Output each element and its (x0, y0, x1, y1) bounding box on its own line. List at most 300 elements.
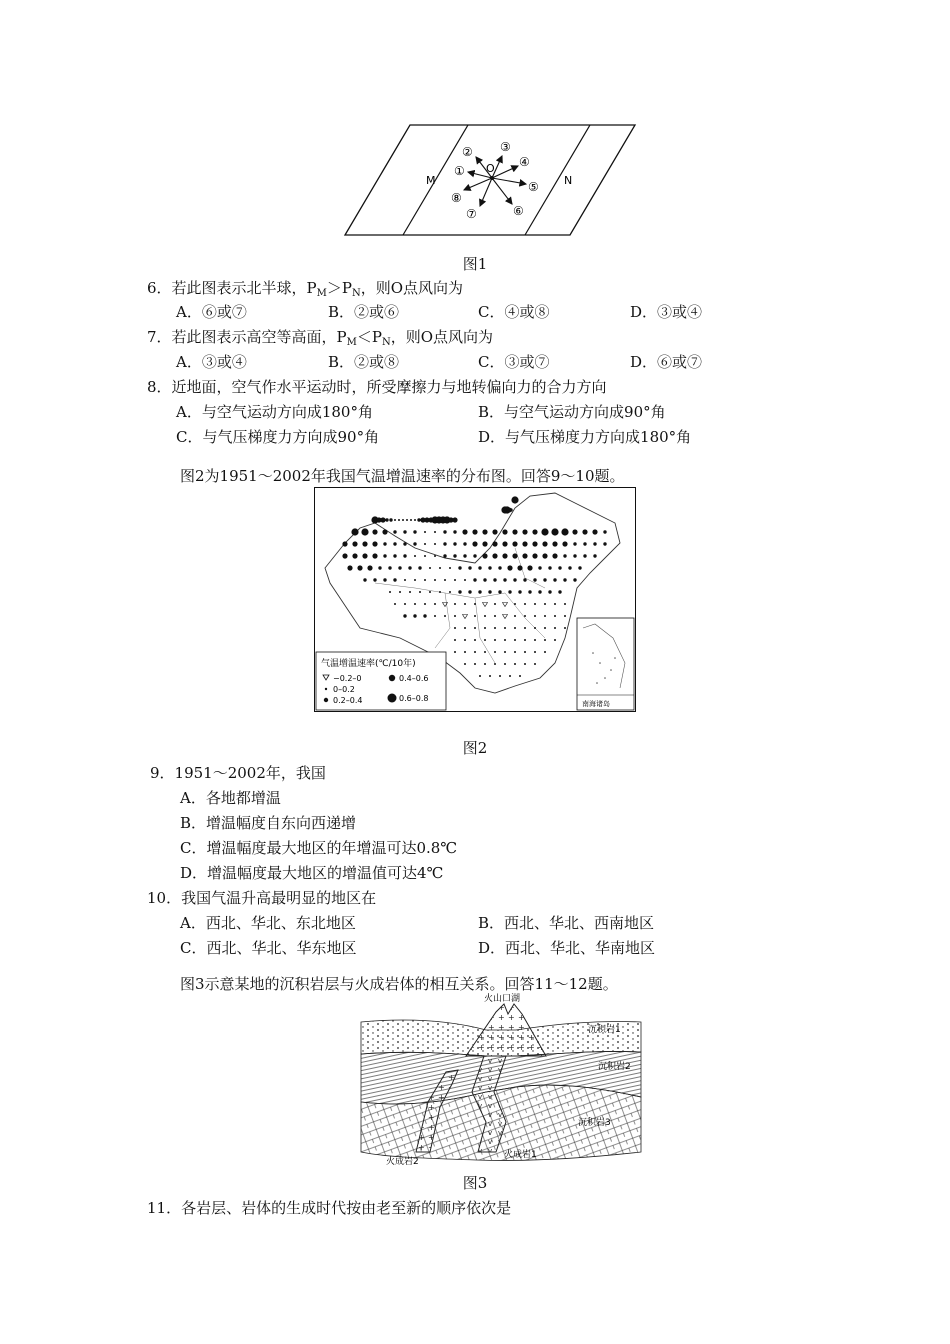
map-station-dot (478, 566, 481, 569)
label-sedimentary-1: 沉积岩1 (588, 1025, 621, 1035)
q10-option-a: A．西北、华北、东北地区 (180, 914, 356, 932)
map-station-dot (512, 553, 517, 558)
map-station-dot (519, 675, 521, 677)
map-station-dot (424, 543, 426, 545)
map-station-dot (514, 603, 516, 605)
label-m: M (426, 174, 436, 187)
q10-option-b: B．西北、华北、西南地区 (478, 914, 655, 932)
map-station-dot (502, 529, 507, 534)
map-station-dot (484, 627, 486, 629)
map-station-dot (398, 566, 401, 569)
map-station-dot (394, 603, 396, 605)
map-station-dot (464, 603, 466, 605)
map-station-dot (409, 591, 411, 593)
map-station-dot (468, 590, 471, 593)
map-station-dot (568, 566, 571, 569)
map-station-dot (534, 603, 536, 605)
map-station-dot (389, 591, 391, 593)
map-station-dot (444, 615, 446, 617)
map-station-dot (558, 566, 561, 569)
map-station-dot (474, 603, 476, 605)
map-station-dot (479, 675, 481, 677)
map-station-dot (514, 651, 516, 653)
map-station-dot (578, 566, 581, 569)
map-station-dot (489, 675, 491, 677)
map-station-dot (518, 590, 521, 593)
map-station-dot (454, 603, 456, 605)
map-station-dot (454, 627, 456, 629)
label-sedimentary-2: 沉积岩2 (598, 1062, 631, 1072)
map-station-dot (410, 519, 412, 521)
map-station-dot (424, 579, 426, 581)
map-station-dot (484, 615, 486, 617)
map-station-dot (419, 591, 421, 593)
map-station-dot (541, 528, 548, 535)
map-station-dot (554, 639, 556, 641)
map-station-dot (399, 591, 401, 593)
q9-option-c: C．增温幅度最大地区的年增温可达0.8℃ (180, 839, 458, 857)
map-station-dot (394, 519, 396, 521)
q9-option-b: B．增温幅度自东向西递增 (180, 814, 357, 832)
legend-dot-small-icon (325, 688, 327, 690)
map-station-dot (532, 529, 537, 534)
map-station-dot (512, 529, 517, 534)
intro-figure3: 图3示意某地的沉积岩层与火成岩体的相互关系。回答11～12题。 (180, 975, 618, 993)
map-station-dot (484, 639, 486, 641)
map-station-dot (502, 553, 507, 558)
map-station-dot (418, 566, 421, 569)
map-station-dot (403, 614, 406, 617)
map-station-dot (532, 541, 537, 546)
map-station-dot (474, 651, 476, 653)
map-station-dot (508, 590, 511, 593)
map-station-dot (385, 518, 388, 521)
map-station-dot (542, 553, 547, 558)
legend-item-2: 0–0.2 (333, 685, 355, 694)
map-station-dot (544, 615, 546, 617)
q8-option-a: A．与空气运动方向成180°角 (176, 403, 373, 421)
map-station-dot (488, 590, 491, 593)
map-station-dot (503, 578, 506, 581)
map-station-dot (523, 578, 526, 581)
map-station-dot (527, 565, 532, 570)
q8-option-d: D．与气压梯度力方向成180°角 (478, 428, 692, 446)
map-station-dot (482, 541, 487, 546)
isobar-line-left (403, 125, 468, 235)
label-sedimentary-3: 沉积岩3 (578, 1118, 611, 1128)
map-station-dot (583, 554, 586, 557)
map-station-dot (514, 663, 516, 665)
map-station-dot (468, 566, 471, 569)
map-station-dot (524, 663, 526, 665)
map-station-dot (499, 675, 501, 677)
map-station-dot (534, 651, 536, 653)
map-station-dot (380, 517, 385, 522)
map-station-dot (434, 555, 436, 557)
map-station-dot (492, 541, 497, 546)
arrow-label-4: ④ (519, 155, 530, 169)
map-station-dot (593, 542, 596, 545)
q10-option-d: D．西北、华北、华南地区 (478, 939, 656, 957)
map-station-dot (434, 531, 436, 533)
map-station-dot (553, 578, 556, 581)
map-station-dot (424, 555, 426, 557)
map-station-dot (404, 579, 406, 581)
q11-stem: 11．各岩层、岩体的生成时代按由老至新的顺序依次是 (147, 1199, 512, 1217)
q7-option-b: B．②或⑧ (328, 353, 400, 371)
q7-option-a: A．③或④ (176, 353, 247, 371)
map-station-dot (363, 578, 366, 581)
map-station-dot (493, 578, 496, 581)
map-station-dot (372, 553, 377, 558)
map-station-dot (434, 603, 436, 605)
map-station-dot (543, 578, 546, 581)
map-station-dot (514, 627, 516, 629)
q9-option-a: A．各地都增温 (180, 789, 281, 807)
arrow-label-7: ⑦ (466, 207, 477, 221)
map-station-dot (458, 566, 461, 569)
map-station-dot (342, 541, 347, 546)
figure1-diagram (340, 120, 640, 240)
map-station-dot (564, 627, 566, 629)
map-station-dot (449, 591, 451, 593)
map-station-decrease (483, 603, 488, 607)
map-station-dot (548, 590, 551, 593)
map-station-dot (492, 529, 497, 534)
q9-stem: 9．1951～2002年，我国 (150, 764, 326, 782)
map-station-dot (572, 529, 577, 534)
q8-option-c: C．与气压梯度力方向成90°角 (176, 428, 380, 446)
map-station-dot (564, 603, 566, 605)
figure3-caption: 图3 (462, 1174, 488, 1192)
map-station-decrease (503, 603, 508, 607)
map-station-dot (538, 590, 541, 593)
map-station-dot (509, 508, 512, 511)
map-station-dot (443, 530, 446, 533)
map-station-dot (464, 627, 466, 629)
map-station-dot (398, 519, 400, 521)
map-station-dot (454, 615, 456, 617)
map-station-dot (522, 553, 527, 558)
map-station-dot (347, 565, 352, 570)
map-station-dot (443, 542, 446, 545)
map-station-dot (464, 663, 466, 665)
map-station-dot (494, 615, 496, 617)
q6-option-a: A．⑥或⑦ (176, 303, 247, 321)
legend-item-4: 0.4–0.6 (399, 674, 429, 683)
map-station-dot (474, 627, 476, 629)
label-crater-lake: 火山口湖 (484, 994, 521, 1004)
map-station-dot (393, 542, 396, 545)
map-station-dot (352, 553, 357, 558)
map-station-dot (534, 627, 536, 629)
map-station-dot (403, 554, 406, 557)
map-station-dot (482, 529, 487, 534)
map-station-dot (342, 553, 347, 558)
map-station-dot (564, 615, 566, 617)
inset-label: 南海诸岛 (582, 700, 610, 708)
map-station-dot (393, 530, 396, 533)
map-station-dot (573, 542, 576, 545)
map-station-dot (434, 579, 436, 581)
map-station-dot (603, 542, 606, 545)
map-station-dot (494, 603, 496, 605)
map-station-dot (483, 578, 486, 581)
map-station-dot (513, 578, 516, 581)
map-station-dot (563, 578, 566, 581)
map-station-dot (592, 529, 597, 534)
map-station-dot (434, 615, 436, 617)
map-station-dot (361, 528, 368, 535)
map-station-decrease (463, 615, 468, 619)
map-station-dot (538, 566, 541, 569)
map-station-dot (554, 615, 556, 617)
map-station-dot (552, 553, 557, 558)
map-station-dot (488, 566, 491, 569)
legend-item-5: 0.6–0.8 (399, 694, 429, 703)
map-station-dot (472, 541, 477, 546)
map-station-dot (561, 528, 568, 535)
legend-item-1: −0.2–0 (333, 674, 362, 683)
map-station-dot (423, 614, 426, 617)
map-station-dot (383, 554, 386, 557)
map-station-dot (524, 603, 526, 605)
figure1-caption: 图1 (462, 255, 488, 273)
map-station-dot (408, 566, 411, 569)
map-station-dot (403, 530, 406, 533)
map-station-dot (453, 554, 456, 557)
map-station-dot (367, 565, 372, 570)
map-station-dot (511, 496, 518, 503)
map-station-dot (474, 615, 476, 617)
map-station-dot (502, 541, 507, 546)
map-station-dot (484, 651, 486, 653)
map-station-dot (389, 518, 392, 521)
q6-stem: 6．若此图表示北半球，$P_M>P_N$，则O点风向为 (147, 279, 464, 299)
map-station-dot (424, 603, 426, 605)
map-station-dot (542, 541, 547, 546)
map-station-dot (532, 553, 537, 558)
map-station-dot (504, 627, 506, 629)
label-n: N (564, 174, 573, 187)
legend-dot-medium-icon (324, 698, 328, 702)
q7-stem: 7．若此图表示高空等高面，$P_M<P_N$，则O点风向为 (147, 328, 494, 348)
q9-option-d: D．增温幅度最大地区的增温值可达4℃ (180, 864, 444, 882)
q6-option-b: B．②或⑥ (328, 303, 400, 321)
map-station-dot (593, 554, 596, 557)
map-station-dot (454, 651, 456, 653)
map-station-dot (454, 579, 456, 581)
map-station-dot (494, 639, 496, 641)
map-station-dot (498, 590, 501, 593)
map-station-dot (454, 639, 456, 641)
map-station-dot (482, 553, 487, 558)
map-station-dot (372, 529, 377, 534)
map-station-decrease (503, 615, 508, 619)
q6-option-c: C．④或⑧ (478, 303, 550, 321)
map-station-dot (414, 555, 416, 557)
map-station-dot (472, 529, 477, 534)
map-station-dot (464, 651, 466, 653)
map-station-dot (413, 542, 416, 545)
legend-dot-large-icon (389, 675, 395, 681)
map-station-dot (414, 579, 416, 581)
q8-option-b: B．与空气运动方向成90°角 (478, 403, 666, 421)
map-station-dot (452, 517, 457, 522)
map-station-dot (504, 651, 506, 653)
map-station-dot (378, 566, 381, 569)
map-station-dot (554, 627, 556, 629)
map-station-dot (478, 590, 481, 593)
figure2-caption: 图2 (462, 739, 488, 757)
map-station-dot (463, 542, 466, 545)
legend-item-3: 0.2–0.4 (333, 696, 363, 705)
map-station-dot (522, 541, 527, 546)
map-station-dot (414, 519, 416, 521)
arrow-label-3: ③ (500, 140, 511, 154)
figure2-map (314, 487, 636, 712)
map-station-dot (473, 554, 476, 557)
map-station-dot (534, 615, 536, 617)
arrow-label-6: ⑥ (513, 204, 524, 218)
label-igneous-1: 火成岩1 (504, 1150, 537, 1160)
map-station-dot (393, 578, 396, 581)
map-station-dot (524, 651, 526, 653)
q10-option-c: C．西北、华北、华东地区 (180, 939, 357, 957)
map-station-dot (603, 530, 606, 533)
map-station-dot (443, 554, 446, 557)
map-station-dot (402, 519, 404, 521)
map-station-dot (434, 543, 436, 545)
q7-option-d: D．⑥或⑦ (630, 353, 703, 371)
map-station-dot (439, 567, 441, 569)
map-station-dot (512, 541, 517, 546)
map-station-dot (414, 603, 416, 605)
map-station-dot (429, 591, 431, 593)
map-station-dot (552, 541, 557, 546)
map-station-dot (464, 579, 466, 581)
q7-option-c: C．③或⑦ (478, 353, 550, 371)
isobar-plane (345, 125, 635, 235)
map-station-dot (573, 578, 576, 581)
arrow-label-5: ⑤ (528, 180, 539, 194)
map-station-dot (382, 529, 387, 534)
map-station-dot (439, 591, 441, 593)
arrow-label-2: ② (462, 145, 473, 159)
map-station-dot (403, 542, 406, 545)
q6-option-d: D．③或④ (630, 303, 703, 321)
map-station-dot (492, 553, 497, 558)
map-station-dot (544, 627, 546, 629)
map-station-dot (406, 519, 408, 521)
map-station-dot (524, 627, 526, 629)
map-station-dot (563, 554, 566, 557)
map-station-dot (494, 627, 496, 629)
map-station-dot (413, 614, 416, 617)
map-station-dot (417, 518, 420, 521)
map-station-dot (509, 675, 511, 677)
map-station-dot (444, 579, 446, 581)
map-station-dot (424, 531, 426, 533)
map-station-dot (544, 603, 546, 605)
map-station-dot (494, 663, 496, 665)
map-station-dot (362, 541, 367, 546)
map-station-dot (463, 554, 466, 557)
map-station-dot (562, 541, 567, 546)
map-station-dot (372, 541, 377, 546)
map-station-dot (474, 663, 476, 665)
map-station-dot (352, 541, 357, 546)
arrow-label-1: ① (454, 164, 465, 178)
map-station-dot (582, 529, 587, 534)
map-station-dot (507, 565, 512, 570)
map-station-dot (494, 651, 496, 653)
map-station-dot (393, 554, 396, 557)
map-station-dot (462, 529, 467, 534)
map-station-dot (464, 639, 466, 641)
legend-dot-xlarge-icon (388, 694, 397, 703)
map-station-dot (383, 578, 386, 581)
map-station-dot (534, 639, 536, 641)
intro-figure2: 图2为1951～2002年我国气温增温速率的分布图。回答9～10题。 (180, 467, 625, 485)
map-station-dot (388, 566, 391, 569)
map-station-dot (522, 529, 527, 534)
arrow-label-8: ⑧ (451, 191, 462, 205)
map-station-dot (551, 528, 558, 535)
q10-stem: 10．我国气温升高最明显的地区在 (147, 889, 377, 907)
q8-stem: 8．近地面，空气作水平运动时，所受摩擦力与地转偏向力的合力方向 (147, 378, 607, 396)
map-station-dot (583, 542, 586, 545)
map-station-dot (544, 639, 546, 641)
map-station-dot (453, 530, 456, 533)
map-station-dot (498, 566, 501, 569)
map-station-dot (524, 639, 526, 641)
legend-title: 气温增温速率(℃/10年) (321, 659, 416, 669)
map-station-dot (554, 603, 556, 605)
label-igneous-2: 火成岩2 (386, 1157, 419, 1167)
map-station-dot (544, 651, 546, 653)
map-station-dot (558, 590, 561, 593)
map-station-dot (383, 542, 386, 545)
map-station-dot (413, 530, 416, 533)
map-station-dot (362, 553, 367, 558)
figure3-diagram (356, 992, 646, 1167)
map-station-dot (453, 542, 456, 545)
map-station-dot (429, 567, 431, 569)
map-station-dot (449, 567, 451, 569)
map-station-dot (514, 639, 516, 641)
map-station-dot (524, 615, 526, 617)
label-o: O (486, 162, 495, 175)
map-station-dot (351, 528, 358, 535)
map-station-dot (474, 639, 476, 641)
map-station-dot (504, 663, 506, 665)
map-station-dot (373, 578, 376, 581)
map-station-dot (473, 578, 476, 581)
map-station-dot (504, 639, 506, 641)
map-station-dot (357, 565, 362, 570)
map-station-dot (548, 566, 551, 569)
province-borders (375, 548, 545, 663)
map-station-dot (528, 590, 531, 593)
map-station-dot (517, 565, 522, 570)
map-station-dot (404, 603, 406, 605)
map-station-dot (458, 590, 461, 593)
map-station-dot (573, 554, 576, 557)
map-station-dot (484, 663, 486, 665)
map-station-dot (514, 615, 516, 617)
map-station-dot (533, 578, 536, 581)
